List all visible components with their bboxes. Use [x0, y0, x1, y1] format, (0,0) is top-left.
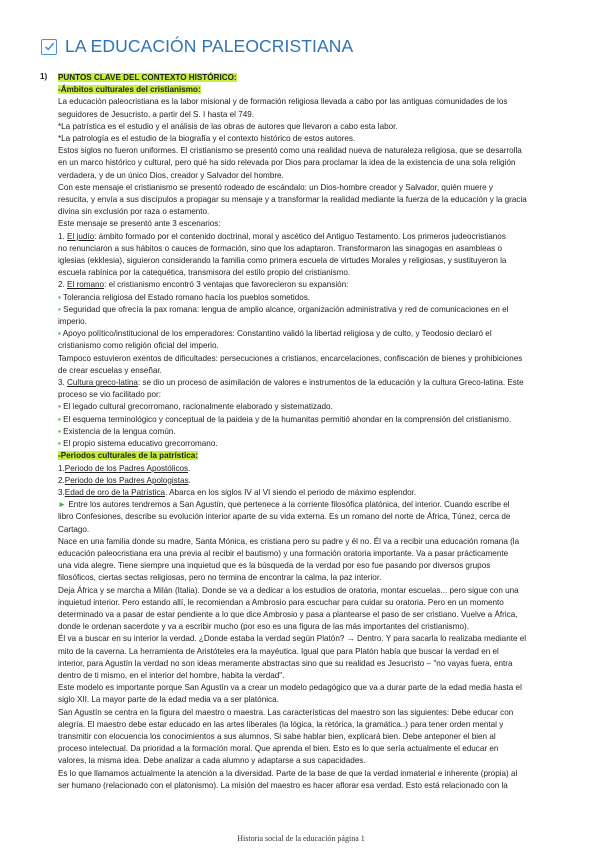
- text-line: Nace en una familia donde su madre, Santa Mónica, es cristiana pero su padre y él no. Él va a recibir una educación romana (la: [58, 536, 520, 546]
- text-line: donde le ordenan sacerdote y va a escribir mucho (por eso es una figura de las más importantes del cristianismo).: [58, 622, 469, 632]
- term-greco: Cultura greco-latina: [67, 378, 138, 388]
- bullet-icon: ▪: [58, 426, 61, 436]
- text-line: San Agustín se centra en la figura del maestro o maestra. Las características del maestro son las siguientes: Debe educar con: [58, 707, 514, 717]
- agustin-intro: ► Entre los autores tendremos a San Agustín, que pertenece a la corriente filosófica platónica, del interior. Cuando escribe el: [58, 500, 510, 510]
- list-item: ▪ Apoyo político/institucional de los emperadores: Constantino validó la libertad religiosa y de culto, y Teodosio declaró el: [58, 329, 492, 339]
- text-line: *La patrística es el estudio y el análisis de las obras de autores que llevaron a cabo esta labor.: [58, 121, 398, 131]
- page-title: LA EDUCACIÓN PALEOCRISTIANA: [65, 36, 354, 56]
- heading-key-points: PUNTOS CLAVE DEL CONTEXTO HISTÓRICO:: [58, 73, 237, 82]
- list-item: ▪ El propio sistema educativo grecorromano.: [58, 439, 218, 449]
- text-line: Con este mensaje el cristianismo se presentó rodeado de escándalo: un Dios-hombre creador y Salvador, quién muere y: [58, 182, 493, 192]
- title-row: [41, 36, 353, 57]
- text-line: valores, la misma idea. Debe analizar a cada alumno y adaptarse a sus capacidades.: [58, 756, 366, 766]
- text-line: ser humano (relacionado con el platonismo). La misión del maestro es hacer aflorar esa verdad. Esto está relacionado con la: [58, 780, 508, 790]
- text-line: en un marco histórico y cultural, pero qué ha sido relevada por Dios para proclamar la idea de la existencia de una sola religión: [58, 158, 516, 168]
- text-line: transmitir con elocuencia los conocimientos a sus alumnos. Si sabe hablar bien, explicará bien. Debe anteponer el bien al: [58, 731, 496, 741]
- scenario-romano: 2. El romano: el cristianismo encontró 3 ventajas que favorecieron su expansión:: [58, 280, 349, 290]
- text-line: *La patrología es el estudio de la biografía y el contexto histórico de estos autores.: [58, 134, 356, 144]
- text-line: Él va a buscar en su interior la verdad. ¿Donde estaba la verdad según Platón? → Dentro. Y para sacarla lo realizaba mediante el: [58, 634, 527, 644]
- arrow-right-icon: ►: [58, 500, 67, 510]
- text-line: educación paleocristiana era una previa al recibir el bautismo) y una formación oratoria importante. Va a pasar prácticamente: [58, 548, 509, 558]
- bullet-icon: ▪: [58, 329, 61, 339]
- text-line: mito de la caverna. La herramienta de Aristóteles era la mayéutica. Igual que para Platón había que buscar la verdad en el: [58, 646, 499, 656]
- term-romano: El romano: [67, 280, 105, 290]
- heading-periods: -Periodos culturales de la patrística:: [58, 451, 198, 461]
- section-number: 1): [40, 72, 48, 81]
- text-line: filosóficos, ciertas sectas religiosas, pero no termina de encontrar la calma, la paz interior.: [58, 573, 382, 583]
- text-line: determinado va a pasar de estar pendiente a lo que dice Ambrosio y pasa a plantearse el paso de ser cristiano. Vuelve a África,: [58, 609, 518, 619]
- period-item: 2.Periodo de los Padres Apologistas.: [58, 475, 191, 485]
- list-item: ▪ El legado cultural grecorromano, racionalmente elaborado y sistematizado.: [58, 402, 333, 412]
- text-line: Es lo que llamamos actualmente la atención a la diversidad. Parte de la base de que la verdad inmaterial e inherente (propia) al: [58, 768, 518, 778]
- judio-paragraph: [58, 243, 590, 280]
- text-line: verdadera, y de un único Dios, creador y Salvador del hombre.: [58, 170, 284, 180]
- scenario-judio: 1. El judío: ámbito formado por el contenido doctrinal, moral y ascético del Antiguo Testamento. Los primeros judeocristianos: [58, 231, 506, 241]
- intro-paragraph: [58, 96, 590, 230]
- term-judio: El judío: [67, 231, 95, 241]
- checkbox-icon[interactable]: [41, 39, 57, 55]
- text-line: libro Confesiones, describe su evolución interior aparte de su vida externa. Es un romano del norte de África, Túnez, cerca de: [58, 512, 511, 522]
- text-line: Estos siglos no fueron uniformes. El cristianismo se presentó como una realidad nueva de naturaleza religiosa, que se desarrolla: [58, 146, 522, 156]
- text-line: siglo XII. La mayor parte de la edad media va a ser platónica.: [58, 695, 279, 705]
- bullet-icon: ▪: [58, 304, 61, 314]
- agustin-paragraph: [58, 511, 590, 792]
- text-line: iglesias (ekklesia), siguieron considerando la familia como primera escuela de virtudes Morales y religiosas, y sustituyeron la: [58, 256, 507, 266]
- text-line: interior, para Agustín la verdad no son ideas meramente abstractas sino que su realidad es Jesucristo – "no vayas fuera, entra: [58, 658, 513, 668]
- text-line: escuela rabínica por la catequética, transmisora del estilo propio del cristianismo.: [58, 268, 351, 278]
- text-line: Este mensaje se presentó ante 3 escenarios:: [58, 219, 221, 229]
- document-body: PUNTOS CLAVE DEL CONTEXTO HISTÓRICO: -Ámbitos culturales del cristianismo: La educación paleocristiana es la labor misional y de formación religiosa llevada a cabo por las antiguas comunidades de los seguidores de Jesucristo, a partir del S. I hasta el 749. *La patrística es el estudio y el análisis de las obras de autores que llevaron a cabo esta labor. *La patrología es el estudio de la biografía y el contexto histórico de estos autores. Estos siglos no fueron uniformes. El cristianismo se presentó como una realidad nueva de naturaleza religiosa, que se desarrolla en un marco histórico y cultural, pero qué ha sido relevada por Dios para proclamar la idea de la existencia de una sola religión verdadera, y de un único Dios, creador y Salvador del hombre. Con este mensaje el cristianismo se presentó rodeado de escándalo: un Dios-hombre creador y Salvador, quién muere y resucita, y envía a sus discípulos a propagar su mensaje y a transformar la realidad mediante la fuerza de la educación y la gracia divina sin exclusión por raza o estamento. Este mensaje se presentó ante 3 escenarios: 1. El judío: ámbito formado por el contenido doctrinal, moral y ascético del Antiguo Testamento. Los primeros judeocristianos no renunciaron a sus hábitos o cauces de formación, sino que los adaptaron. Transformaron las sinagogas en asambleas o iglesias (ekklesia), siguieron considerando la familia como primera escuela de virtudes Morales y religiosas, y sustituyeron la escuela rabínica por la catequética, transmisora del estilo propio del cristianismo. 2. El romano: el cristianismo encontró 3 ventajas que favorecieron su expansión: ▪ Tolerancia religiosa del Estado romano hacía los pueblos sometidos. ▪ Seguridad que ofrecía la pax romana: lengua de amplio alcance, organización administrativa y red de comunicaciones en el imperio. ▪ Apoyo político/institucional de los emperadores: Constantino validó la libertad religiosa y de culto, y Teodosio declaró el cristianismo como religión oficial del imperio. Tampoco estuvieron exentos de dificultades: persecuciones a cristianos, encarcelaciones, confiscación de bienes y prohibiciones de crear escuelas y enseñar. 3. Cultura greco-latina: se dio un proceso de asimilación de valores e instrumentos de la educación y la cultura Greco-latina. Este proceso se vio facilitado por: ▪ El legado cultural grecorromano, racionalmente elaborado y sistematizado. ▪ El esquema terminológico y conceptual de la paideia y de la humanitas permitió ahondar en la comprensión del cristianismo. ▪ Existencia de la lengua común. ▪ El propio sistema educativo grecorromano. -Periodos culturales de la patrística: 1.Periodo de los Padres Apostólicos. 2.Periodo de los Padres Apologistas. 3.Edad de oro de la Patrística. Abarca en los siglos IV al VI siendo el periodo de máximo esplendor. ► Entre los autores tendremos a San Agustín, que pertenece a la corriente filosófica platónica, del interior. Cuando escribe el libro Confesiones, describe su evolución interior aparte de su vida externa. Es un romano del norte de África, Túnez, cerca de Cartago. Nace en una familia donde su madre, Santa Mónica, es cristiana pero su padre y él no. Él va a recibir una educación romana (la educación paleocristiana era una previa al recibir el bautismo) y una formación oratoria importante. Va a pasar prácticamente una vida alegre. Tiene siempre una inquietud que es la búsqueda de la verdad por eso fue pasando por diversos grupos filosóficos, ciertas sectas religiosas, pero no termina de encontrar la calma, la paz interior. Deja África y se marcha a Milán (Italia). Donde se va a dedicar a los estudios de oratoria, montar escuelas... pero sigue con una inquietud interior. Pero estando allí, le recomiendan a Ambrosio para escuchar para cuidar su oratoria. Pero en un momento determinado va a pasar de estar pendiente a lo que dice Ambrosio y pasa a plantearse el paso de ser cristiano. Vuelve a África, donde le ordenan sacerdote y va a escribir mucho (por eso es una figura de las más importantes del cristianismo). Él va a buscar en su interior la verdad. ¿Donde estaba la verdad según Platón? → Dentro. Y para sacarla lo realizaba mediante el mito de la caverna. La herramienta de Aristóteles era la mayéutica. Igual que para Platón había que buscar la verdad en el interior, para Agustín la verdad no son ideas meramente abstractas sino que su realidad es Jesucristo – "no vayas fuera, entra dentro de ti mismo, en el interior del hombre, habita la verdad". Este modelo es importante porque San Agustín va a crear un modelo pedagógico que va a durar parte de la edad media hasta el siglo XII. La mayor parte de la edad media va a ser platónica. San Agustín se centra en la figura del maestro o maestra. Las características del maestro son las siguientes: Debe educar con alegría. El maestro debe estar educado en las artes liberales (la lógica, la retórica, la gramática..) para tener orden mental y transmitir con elocuencia los conocimientos a sus alumnos. Si sabe hablar bien, explicará bien. Debe anteponer el bien al proceso intelectual. Da prioridad a la formación moral. Que aprenda el bien. Esto es lo que sería actualmente el educar en valores, la misma idea. Debe analizar a cada alumno y adaptarse a sus capacidades. Es lo que llamamos actualmente la atención a la diversidad. Parte de la base de que la verdad inmaterial e inherente (propia) al ser humano (relacionado con el platonismo). La misión del maestro es hacer aflorar esa verdad. Esto está relacionado con la: [58, 72, 590, 792]
- list-item: ▪ El esquema terminológico y conceptual de la paideia y de la humanitas permitió ahondar en la comprensión del cristianismo.: [58, 414, 512, 424]
- bullet-icon: ▪: [58, 414, 61, 424]
- text-line: resucita, y envía a sus discípulos a propagar su mensaje y a transformar la realidad mediante la fuerza de la educación y la gracia: [58, 195, 527, 205]
- text-line: dentro de ti mismo, en el interior del hombre, habita la verdad".: [58, 670, 285, 680]
- text-line: Deja África y se marcha a Milán (Italia). Donde se va a dedicar a los estudios de oratoria, montar escuelas... pero sigue con una: [58, 585, 519, 595]
- text-line: no renunciaron a sus hábitos o cauces de formación, sino que los adaptaron. Transformaron las sinagogas en asambleas o: [58, 243, 502, 253]
- period-item: 1.Periodo de los Padres Apostólicos.: [58, 463, 191, 473]
- page-footer: Historia social de la educación página 1: [237, 834, 365, 843]
- checkmark-icon: [44, 41, 55, 52]
- text-line: Este modelo es importante porque San Agustín va a crear un modelo pedagógico que va a durar parte de la edad media hasta el: [58, 683, 522, 693]
- bullet-icon: ▪: [58, 439, 61, 449]
- list-item: ▪ Tolerancia religiosa del Estado romano hacía los pueblos sometidos.: [58, 292, 311, 302]
- bullet-icon: ▪: [58, 402, 61, 412]
- period-item: 3.Edad de oro de la Patrística. Abarca en los siglos IV al VI siendo el periodo de máximo esplendor.: [58, 487, 417, 497]
- list-item: ▪ Seguridad que ofrecía la pax romana: lengua de amplio alcance, organización administrativa y red de comunicaciones en el: [58, 304, 509, 314]
- text-line: La educación paleocristiana es la labor misional y de formación religiosa llevada a cabo por las antiguas comunidades de los: [58, 97, 508, 107]
- list-item: ▪ Existencia de la lengua común.: [58, 426, 176, 436]
- text-line: proceso intelectual. Da prioridad a la formación moral. Que aprenda el bien. Esto es lo que sería actualmente el educar en: [58, 744, 499, 754]
- heading-cultural-areas: -Ámbitos culturales del cristianismo:: [58, 85, 201, 95]
- text-line: alegría. El maestro debe estar educado en las artes liberales (la lógica, la retórica, la gramática..) para tener orden mental y: [58, 719, 504, 729]
- text-line: inquietud interior. Pero estando allí, le recomiendan a Ambrosio para escuchar para cuidar su oratoria. Pero en un momento: [58, 597, 504, 607]
- text-line: seguidores de Jesucristo, a partir del S. I hasta el 749.: [58, 109, 255, 119]
- text-line: una vida alegre. Tiene siempre una inquietud que es la búsqueda de la verdad por eso fue pasando por diversos grupos: [58, 561, 491, 571]
- text-line: Cartago.: [58, 524, 90, 534]
- scenario-greco: 3. Cultura greco-latina: se dio un proceso de asimilación de valores e instrumentos de la educación y la cultura Greco-latina. Este: [58, 378, 524, 388]
- text-line: divina sin exclusión por raza o estamento.: [58, 207, 210, 217]
- bullet-icon: ▪: [58, 292, 61, 302]
